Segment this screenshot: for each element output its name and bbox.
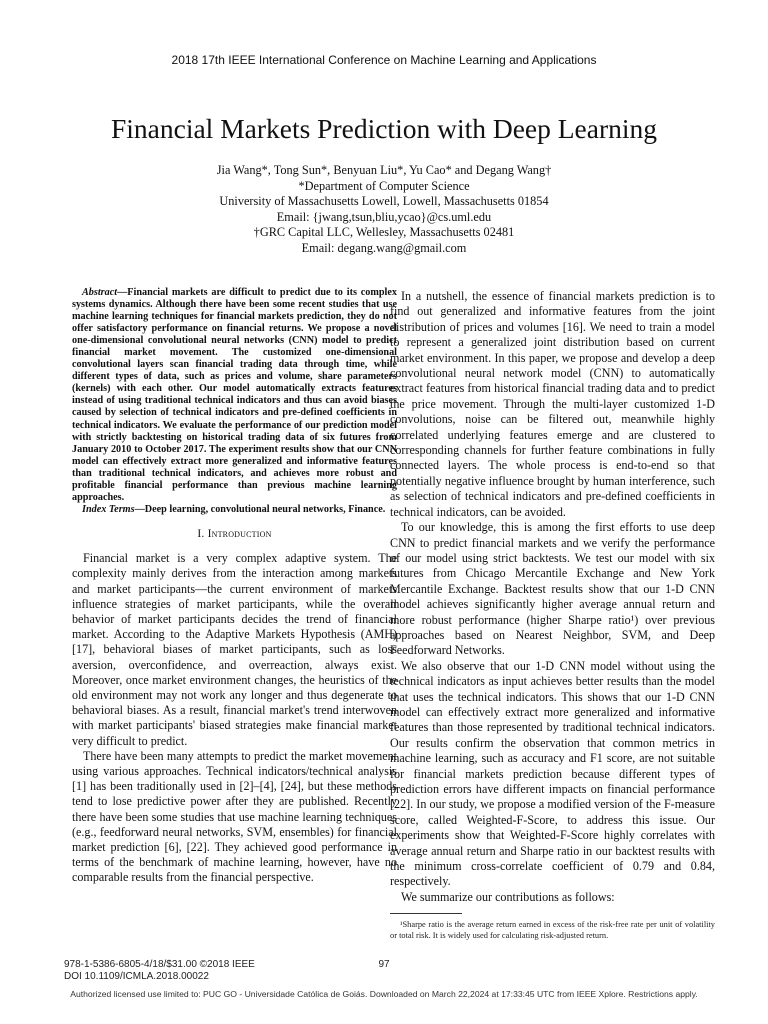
index-terms [72, 504, 397, 516]
affiliation-dept: *Department of Computer Science [298, 178, 470, 193]
author-block [0, 163, 768, 257]
intro-paragraph-2: There have been many attempts to predict the market movement using various approaches. Technical indicators/technical analysis [1] has been traditionally used in [2]–[4], [24], but these methods tend to lose predictive power after they are published. Recently there have been some studies that use machine learning techniques (e.g., feedforward neural networks, SVM, ensembles) for financial market prediction [6], [22]. They achieved good performance in terms of the benchmark of machine learning, however, have no comparable results from the financial perspective. [72, 748, 397, 885]
conference-header: 2018 17th IEEE International Conference on Machine Learning and Applications [171, 53, 597, 67]
isbn-line: 978-1-5386-6805-4/18/$31.00 ©2018 IEEE [64, 959, 255, 970]
affiliation-university: University of Massachusetts Lowell, Lowell, Massachusetts 01854 [219, 194, 549, 209]
email-uml: Email: {jwang,tsun,bliu,ycao}@cs.uml.edu [276, 209, 492, 224]
section-number: I. [197, 527, 205, 540]
right-column [390, 289, 715, 941]
right-paragraph-1: In a nutshell, the essence of financial markets prediction is to find out generalized and informative features from the joint distribution of prices and volumes [16]. We need to train a model to represent a generalized joint distribution based on current market environment. In this paper, we propose and develop a deep convolutional neural network model (CNN) to automatically extract features from historical financial trading data and to predict the price movement. Through the multi-layer customized 1-D convolutions, noise can be filtered out, meanwhile highly correlated underlying features emerge and are clustered to corresponding channels for further feature combinations in fully connected layers. The whole process is end-to-end so that potentially negative influence brought by human interference, such as selection of technical indicators and pre-defined coefficients in technical indicators, can be avoided. [390, 289, 715, 519]
email-grc: Email: degang.wang@gmail.com [301, 240, 467, 255]
section-heading [72, 527, 397, 542]
abstract-label: Abstract [82, 287, 118, 298]
right-paragraph-2: To our knowledge, this is among the first efforts to use deep CNN to predict financial markets and we verify the performance of our model using strict backtests. We test our model with six futures from Chicago Mercantile Exchange and New York Mercantile Exchange. Backtest results show that our 1-D CNN model achieves significantly higher average annual return and more robust performance (higher Sharpe ratio¹) over previous approaches based on Nearest Neighbor, SVM, and Deep Feedforward Networks. [390, 520, 715, 658]
index-terms-text: —Deep learning, convolutional neural networks, Finance. [134, 503, 386, 515]
right-paragraph-4: We summarize our contributions as follows: [401, 889, 615, 904]
page-number: 97 [378, 959, 390, 970]
abstract [72, 287, 397, 504]
paper-title: Financial Markets Prediction with Deep Learning [110, 113, 658, 144]
section-title: Introduction [207, 527, 272, 540]
abstract-text: —Financial markets are difficult to predict due to its complex systems dynamics. Although there have been some recent studies that use machine learning techniques for financial markets prediction, they do not offer satisfactory performance on financial returns. We propose a novel one-dimensional convolutional neural networks (CNN) model to predict financial market movement. The customized one-dimensional convolutional layers scan financial trading data through time, while different types of data, such as prices and volume, share parameters (kernels) with each other. Our model automatically extracts features instead of using traditional technical indicators and thus can avoid biases caused by selection of technical indicators and pre-defined coefficients in technical indicators. We evaluate the performance of our prediction model with strictly backtesting on historical trading data of six futures from January 2010 to October 2017. The experiment results show that our CNN model can effectively extract more generalized and informative features than traditional technical indicators, and achieves more robust and profitable financial performance than previous machine learning approaches. [72, 287, 397, 503]
left-column [72, 287, 397, 886]
author-names: Jia Wang*, Tong Sun*, Benyuan Liu*, Yu Cao* and Degang Wang† [216, 163, 552, 177]
right-paragraph-3: We also observe that our 1-D CNN model without using the technical indicators as input achieves better results than the model that uses the technical indicators. This shows that our 1-D CNN model can effectively extract more generalized and informative features than those represented by traditional technical indicators. Our results confirm the observation that common metrics in machine learning, such as accuracy and F1 score, are not suitable for financial markets prediction because different types of prediction errors have different impacts on financial performance [22]. In our study, we propose a modified version of the F-measure score, called Weighted-F-Score, to address this issue. Our experiments show that Weighted-F-Score highly correlates with average annual return and Sharpe ratio in our backtest results with the minimum cross-correlate coefficient of 0.79 and 0.84, respectively. [390, 658, 715, 889]
footnote: ¹Sharpe ratio is the average return earned in excess of the risk-free rate per unit of volatility or total risk. It is widely used for calculating risk-adjusted return. [390, 920, 715, 940]
intro-paragraph-1: Financial market is a very complex adaptive system. The complexity mainly derives from the interaction among markets and market participants—the current environment of markets influence strategies of market participants, while the overall behavior of market participants decides the trend of financial market. According to the Adaptive Markets Hypothesis (AMH) [17], behavioral biases of market participants, such as loss aversion, overconfidence, and overreaction, always exist. Moreover, once market environment changes, the heuristics of the old environment may not work any longer and thus degenerate to behavioral biases. As a result, financial market's trend interwoven with market participants' biased strategies make financial market very difficult to predict. [72, 551, 397, 748]
doi-line: DOI 10.1109/ICMLA.2018.00022 [64, 971, 209, 982]
index-terms-label: Index Terms [82, 503, 135, 515]
affiliation-grc: †GRC Capital LLC, Wellesley, Massachusetts 02481 [253, 225, 515, 240]
footnote-rule [390, 913, 462, 914]
license-notice: Authorized licensed use limited to: PUC GO - Universidade Católica de Goiás. Downloaded on March 22,2024 at 17:33:45 UTC from IEEE Xplore. Restrictions apply. [70, 989, 698, 999]
